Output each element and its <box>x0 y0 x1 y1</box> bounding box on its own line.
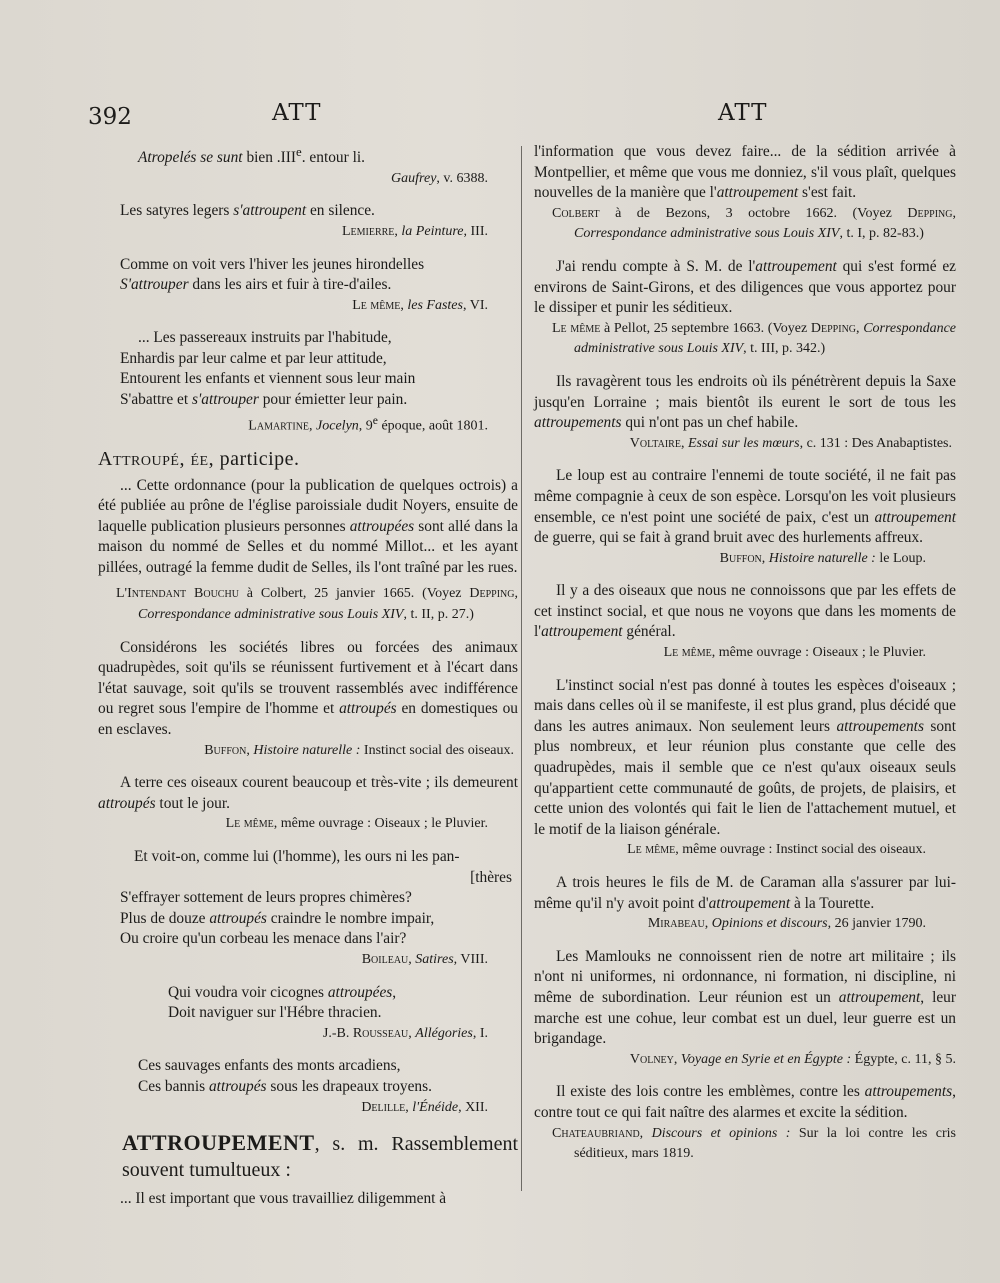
quote-source: Lemierre, la Peinture, III. <box>341 223 488 239</box>
quote-verse: Qui voudra voir cicognes attroupées, <box>168 983 397 1001</box>
quote-prose: Les Mamlouks ne connoissent rien de notre art militaire ; ils n'ont ni uniformes, ni ordonnance, ni formation, ni discipline, ni même de subordination. Leur réunion est un attroupement, leur marche est une cohue, leur combat est un duel, leur guerre est un brigandage. <box>534 947 956 1048</box>
right-column <box>534 142 956 1165</box>
quote-source: Lamartine, Jocelyn, 9e époque, août 1801. <box>248 413 488 434</box>
quote-prose: Il y a des oiseaux que nous ne connoissons que par les effets de cet instinct social, et que nous ne voyons que dans les moments de l'attroupement général. <box>534 582 956 641</box>
quote-verse: Ces sauvages enfants des monts arcadiens, <box>138 1057 401 1075</box>
quote-verse: Plus de douze attroupés craindre le nombre impair, <box>120 909 435 927</box>
quote-source: Le même, même ouvrage : Oiseaux ; le Pluvier. <box>225 816 488 832</box>
quote-prose: Ils ravagèrent tous les endroits où ils pénétrèrent depuis la Saxe jusqu'en Lorraine ; mais bientôt ils eurent le sort de tous les attroupements qui n'ont pas un chef habile. <box>534 372 956 432</box>
column-divider <box>521 146 522 1191</box>
entry-title-attroupe: Attroupé, ée, participe. <box>98 447 300 470</box>
quote-verse: Ou croire qu'un corbeau les menace dans l'air? <box>120 930 407 948</box>
left-column <box>98 142 518 1210</box>
page-number: 392 <box>88 104 132 130</box>
quote-verse: Atropelés se sunt bien .IIIe. entour li. <box>138 145 365 167</box>
quote-source: Mirabeau, Opinions et discours, 26 janvier 1790. <box>647 916 926 932</box>
quote-verse: Et voit-on, comme lui (l'homme), les ours ni les pan- <box>134 848 460 865</box>
quote-prose: A trois heures le fils de M. de Caraman alla s'assurer par lui-même qu'il n'y avoit point d'attroupement à la Tourette. <box>534 874 956 912</box>
quote-prose: ... Cette ordonnance (pour la publication de quelques octrois) a été publiée au prône de l'église paroissiale dudit Noyers, ensuite de laquelle publication plusieurs personnes attroupées sont allé dans la maison du nommé de Selles et du nommé Millot... et les ayant pillées, outragé la femme dudit de Selles, ils l'ont traîné par les rues. <box>98 476 518 576</box>
quote-source: Buffon, Histoire naturelle : le Loup. <box>719 550 926 566</box>
entry-title-attroupement: ATTROUPEMENT, s. m. Rassemblement souvent tumultueux : <box>122 1130 518 1182</box>
quote-source: Le même, les Fastes, VI. <box>352 297 488 313</box>
quote-verse: Enhardis par leur calme et par leur attitude, <box>120 349 387 367</box>
quote-source: Buffon, Histoire naturelle : Instinct social des oiseaux. <box>204 742 514 758</box>
quote-source: Le même, même ouvrage : Oiseaux ; le Pluvier. <box>663 645 926 661</box>
quote-source: Boileau, Satires, VIII. <box>361 951 488 967</box>
quote-source: Volney, Voyage en Syrie et en Égypte : Égypte, c. 11, § 5. <box>629 1051 956 1067</box>
quote-verse: S'effrayer sottement de leurs propres chimères? <box>120 889 412 907</box>
quote-verse: Comme on voit vers l'hiver les jeunes hirondelles <box>120 255 425 273</box>
running-head-left: ATT <box>272 100 322 126</box>
quote-source: Gaufrey, v. 6388. <box>391 170 488 186</box>
quote-verse: [thères <box>470 868 512 886</box>
quote-source: J.-B. Rousseau, Allégories, I. <box>322 1025 488 1041</box>
quote-verse: S'abattre et s'attrouper pour émietter leur pain. <box>120 391 408 409</box>
quote-source: Le même, même ouvrage : Instinct social des oiseaux. <box>627 842 926 858</box>
quote-source: Voltaire, Essai sur les mœurs, c. 131 : Des Anabaptistes. <box>629 435 952 451</box>
quote-verse: Doit naviguer sur l'Hébre thracien. <box>168 1004 382 1022</box>
quote-source: Le même à Pellot, 25 septembre 1663. (Voyez Depping, Correspondance administrative sous Louis XIV, t. III, p. 342.) <box>552 320 957 357</box>
running-head-right: ATT <box>718 100 768 126</box>
quote-prose: ... Il est important que vous travailliez diligemment à <box>120 1190 447 1208</box>
quote-source: Colbert à de Bezons, 3 octobre 1662. (Voyez Depping, Correspondance administrative sous Louis XIV, t. I, p. 82-83.) <box>552 205 956 242</box>
quote-prose: Le loup est au contraire l'ennemi de toute société, il ne fait pas même compagnie à ceux de son espèce. Lorsqu'on les voit plusieurs ensemble, ce n'est point une société de paix, c'est un attroupement de guerre, qui se fait à grand bruit avec des hurlements affreux. <box>534 467 956 547</box>
quote-prose: A terre ces oiseaux courent beaucoup et très-vite ; ils demeurent attroupés tout le jour. <box>98 774 518 812</box>
quote-verse: S'attrouper dans les airs et fuir à tire-d'ailes. <box>120 276 392 294</box>
quote-prose: Considérons les sociétés libres ou forcées des animaux quadrupèdes, soit qu'ils se réunissent furtivement et à l'écart dans l'état sauvage, soit qu'ils se trouvent rassemblés avec indifférence ou regret sous l'empire de l'homme et attroupés en domestiques ou en esclaves. <box>98 638 518 739</box>
quote-verse: Les satyres legers s'attroupent en silence. <box>120 202 375 220</box>
quote-prose: l'information que vous devez faire... de la sédition arrivée à Montpellier, et même que vous me donniez, s'il vous plaît, quelques nouvelles de la manière que l'attroupement s'est fait. <box>534 143 956 202</box>
quote-verse: Entourent les enfants et viennent sous leur main <box>120 370 416 388</box>
quote-prose: Il existe des lois contre les emblèmes, contre les attroupements, contre tout ce qui fait naître des alarmes et excite la sédition. <box>534 1083 956 1121</box>
quote-prose: L'instinct social n'est pas donné à toutes les espèces d'oiseaux ; mais dans celles où il se manifeste, il est plus grand, plus décidé que dans les autres animaux. Non seulement leurs attroupements sont plus nombreux, et leur réunion plus constante que celle des quadrupèdes, mais il semble que ce n'est qu'aux oiseaux seuls qu'appartient cette communauté de goûts, de projets, de plaisirs, et cette union des volontés qui fait le lien de l'attachement mutuel, et le motif de la liaison générale. <box>534 676 956 838</box>
quote-source: L'Intendant Bouchu à Colbert, 25 janvier 1665. (Voyez Depping, Correspondance administrative sous Louis XIV, t. II, p. 27.) <box>116 586 518 623</box>
quote-verse: ... Les passereaux instruits par l'habitude, <box>138 329 392 347</box>
quote-verse: Ces bannis attroupés sous les drapeaux troyens. <box>138 1077 432 1095</box>
quote-source: Chateaubriand, Discours et opinions : Sur la loi contre les cris séditieux, mars 1819. <box>552 1125 956 1162</box>
quote-prose: J'ai rendu compte à S. M. de l'attroupement qui s'est formé ez environs de Saint-Girons, et des diligences que vous apportez pour le dissiper et punir les séditieux. <box>534 257 957 317</box>
quote-source: Delille, l'Énéide, XII. <box>361 1099 488 1115</box>
